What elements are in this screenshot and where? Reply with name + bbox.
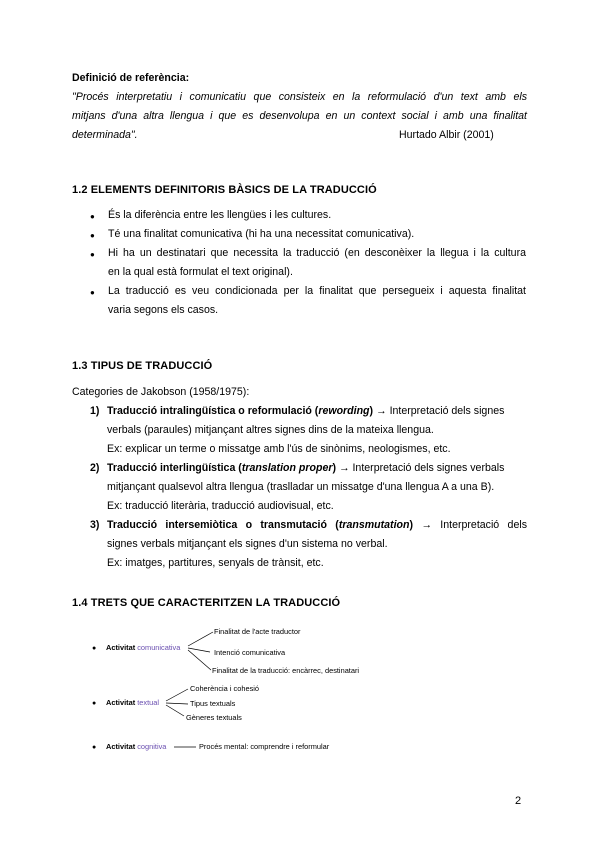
section-1-2-item-1: És la diferència entre les llengües i les cultures. [108, 209, 332, 221]
diagram-branch: Finalitat de la traducció: encàrrec, destinatari [212, 666, 360, 675]
type-1-line-2: verbals (paraules) mitjançant altres signes dins de la mateixa llengua. [107, 424, 434, 436]
diagram-branch: Gèneres textuals [186, 713, 242, 722]
definition-quote-line-2: mitjans d'una altra llengua i que es desenvolupa en un context social i amb una finalitat [72, 110, 527, 122]
diagram-branch: Tipus textuals [190, 699, 236, 708]
type-2-name: Traducció interlingüística ( [107, 462, 242, 474]
type-3-example: Ex: imatges, partitures, senyals de trànsit, etc. [107, 557, 324, 569]
definition-quote-line-3: determinada". [72, 129, 138, 141]
connector-line [188, 632, 213, 646]
section-1-2-item-2: Té una finalitat comunicativa (hi ha una necessitat comunicativa). [108, 228, 415, 240]
arrow-icon: → [376, 405, 387, 417]
diagram-activitat-textual: Activitat textual [106, 698, 160, 707]
type-1-close: ) [369, 405, 374, 417]
diagram-bullet-icon: ● [92, 744, 97, 751]
bullet-icon: ● [90, 288, 95, 297]
connector-line [166, 703, 188, 704]
diagram-bullet-icon: ● [92, 700, 97, 707]
connector-line [166, 689, 188, 701]
diagram-branch: Intenció comunicativa [214, 648, 286, 657]
type-1-example: Ex: explicar un terme o missatge amb l'ús de sinònims, neologismes, etc. [107, 443, 451, 455]
type-2-line-2: mitjançant qualsevol altra llengua (traslladar un missatge d'una llengua A a una B). [107, 481, 495, 493]
type-2-close: ) [332, 462, 336, 474]
arrow-icon: → [421, 519, 432, 531]
type-3-desc: Interpretació dels [431, 519, 527, 531]
type-3-line-2: signes verbals mitjançant els signes d'un sistema no verbal. [107, 538, 388, 550]
type-1-term: rewording [318, 405, 370, 417]
section-1-2-item-4-line-2: varia segons els casos. [108, 304, 219, 316]
diagram-branch: Finalitat de l'acte traductor [214, 627, 301, 636]
connector-line [166, 705, 184, 716]
type-3-number: 3) [90, 519, 100, 531]
section-1-3-title: 1.3 TIPUS DE TRADUCCIÓ [72, 360, 213, 372]
section-1-3-intro: Categories de Jakobson (1958/1975): [72, 386, 250, 398]
section-1-4-title: 1.4 TRETS QUE CARACTERITZEN LA TRADUCCIÓ [72, 597, 341, 609]
type-2-desc: Interpretació dels signes verbals [349, 462, 505, 474]
type-3-name: Traducció intersemiòtica o transmutació ( [107, 519, 339, 531]
section-1-2-item-3-line-1: Hi ha un destinatari que necessita la traducció (en desconèixer la llegua i la cultura [108, 247, 526, 259]
section-1-2-item-4-line-1: La traducció es veu condicionada per la finalitat que persegueix i aquesta finalitat [108, 285, 526, 297]
definition-citation: Hurtado Albir (2001) [399, 129, 494, 141]
diagram-activitat-cognitiva: Activitat cognitiva [106, 742, 167, 751]
type-1-desc: Interpretació dels signes [386, 405, 505, 417]
type-3-term: transmutation [338, 519, 410, 531]
type-1-number: 1) [90, 405, 100, 417]
diagram-branch: Procés mental: comprendre i reformular [199, 742, 330, 751]
definition-quote-line-1: "Procés interpretatiu i comunicatiu que consisteix en la reformulació d'un text amb els [72, 91, 527, 103]
section-1-2-item-3-line-2: en la qual està formulat el text original). [108, 266, 293, 278]
section-1-2-title: 1.2 ELEMENTS DEFINITORIS BÀSICS DE LA TRADUCCIÓ [72, 184, 377, 196]
bullet-icon: ● [90, 212, 95, 221]
bullet-icon: ● [90, 231, 95, 240]
bullet-icon: ● [90, 250, 95, 259]
diagram-activitat-comunicativa: Activitat comunicativa [106, 643, 181, 652]
arrow-icon: → [338, 462, 350, 474]
type-2-term: translation proper [241, 462, 333, 474]
diagram-branch: Coherència i cohesió [190, 684, 260, 693]
page-number: 2 [515, 795, 522, 807]
definition-heading: Definició de referència: [72, 72, 190, 84]
type-2-example: Ex: traducció literària, traducció audiovisual, etc. [107, 500, 334, 512]
connector-line [188, 650, 211, 670]
type-3-close: ) [409, 519, 413, 531]
type-2-number: 2) [90, 462, 100, 474]
type-1-name: Traducció intralingüística o reformulació ( [107, 405, 319, 417]
diagram-bullet-icon: ● [92, 645, 97, 652]
connector-line [188, 648, 210, 652]
